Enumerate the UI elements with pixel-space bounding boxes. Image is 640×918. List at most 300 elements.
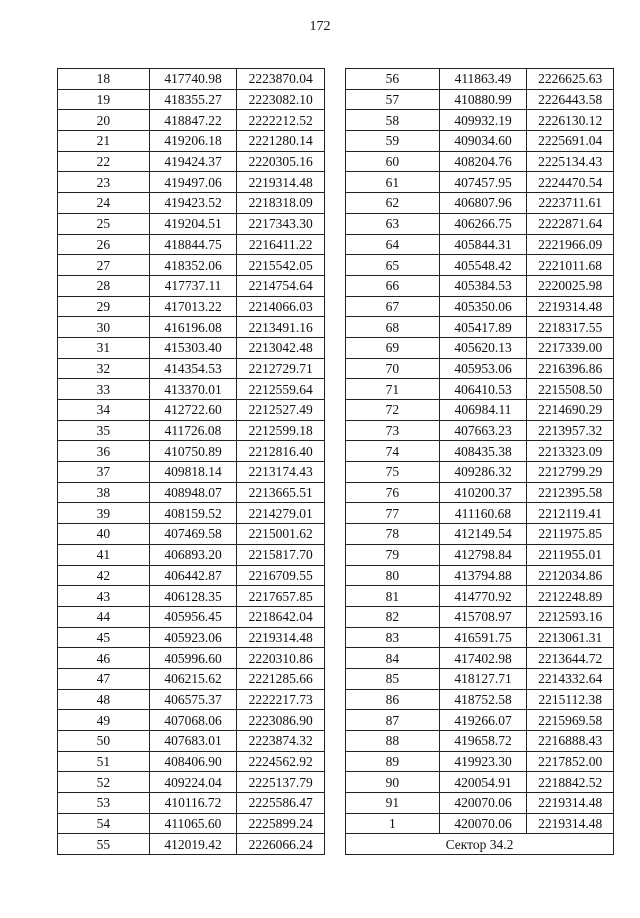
x-coordinate-cell: 420054.91 [439,772,527,793]
y-coordinate-cell: 2213061.31 [527,627,614,648]
y-coordinate-cell: 2214690.29 [527,400,614,421]
point-number-cell: 49 [58,710,150,731]
x-coordinate-cell: 418127.71 [439,668,527,689]
x-coordinate-cell: 409034.60 [439,131,527,152]
table-row [58,668,325,689]
point-number-cell: 47 [58,668,150,689]
point-number-cell: 50 [58,731,150,752]
table-row [58,503,325,524]
y-coordinate-cell: 2213644.72 [527,648,614,669]
point-number-cell: 31 [58,337,150,358]
x-coordinate-cell: 418844.75 [149,234,237,255]
x-coordinate-cell: 413370.01 [149,379,237,400]
x-coordinate-cell: 419424.37 [149,151,237,172]
point-number-cell: 20 [58,110,150,131]
x-coordinate-cell: 418752.58 [439,689,527,710]
y-coordinate-cell: 2213665.51 [237,482,325,503]
coordinates-table-right [345,68,614,855]
point-number-cell: 52 [58,772,150,793]
x-coordinate-cell: 405384.53 [439,275,527,296]
y-coordinate-cell: 2224470.54 [527,172,614,193]
x-coordinate-cell: 419206.18 [149,131,237,152]
x-coordinate-cell: 420070.06 [439,813,527,834]
point-number-cell: 40 [58,524,150,545]
table-row [58,296,325,317]
point-number-cell: 75 [346,462,440,483]
x-coordinate-cell: 409286.32 [439,462,527,483]
y-coordinate-cell: 2220025.98 [527,275,614,296]
x-coordinate-cell: 414354.53 [149,358,237,379]
y-coordinate-cell: 2221280.14 [237,131,325,152]
x-coordinate-cell: 405350.06 [439,296,527,317]
y-coordinate-cell: 2222212.52 [237,110,325,131]
table-row [346,710,614,731]
table-row [58,275,325,296]
x-coordinate-cell: 414770.92 [439,586,527,607]
point-number-cell: 82 [346,606,440,627]
point-number-cell: 89 [346,751,440,772]
y-coordinate-cell: 2214066.03 [237,296,325,317]
y-coordinate-cell: 2217852.00 [527,751,614,772]
x-coordinate-cell: 407683.01 [149,731,237,752]
table-row [58,813,325,834]
y-coordinate-cell: 2214754.64 [237,275,325,296]
point-number-cell: 84 [346,648,440,669]
x-coordinate-cell: 405956.45 [149,606,237,627]
x-coordinate-cell: 409818.14 [149,462,237,483]
point-number-cell: 83 [346,627,440,648]
y-coordinate-cell: 2212559.64 [237,379,325,400]
x-coordinate-cell: 410750.89 [149,441,237,462]
y-coordinate-cell: 2213174.43 [237,462,325,483]
table-row [58,524,325,545]
x-coordinate-cell: 406893.20 [149,544,237,565]
point-number-cell: 67 [346,296,440,317]
x-coordinate-cell: 419923.30 [439,751,527,772]
x-coordinate-cell: 408204.76 [439,151,527,172]
table-row [346,793,614,814]
point-number-cell: 69 [346,337,440,358]
table-row [58,606,325,627]
point-number-cell: 18 [58,69,150,90]
point-number-cell: 32 [58,358,150,379]
y-coordinate-cell: 2218318.09 [237,193,325,214]
point-number-cell: 78 [346,524,440,545]
x-coordinate-cell: 405996.60 [149,648,237,669]
x-coordinate-cell: 406575.37 [149,689,237,710]
x-coordinate-cell: 413794.88 [439,565,527,586]
y-coordinate-cell: 2223086.90 [237,710,325,731]
y-coordinate-cell: 2225899.24 [237,813,325,834]
point-number-cell: 48 [58,689,150,710]
y-coordinate-cell: 2221285.66 [237,668,325,689]
table-row [58,772,325,793]
y-coordinate-cell: 2215508.50 [527,379,614,400]
y-coordinate-cell: 2212729.71 [237,358,325,379]
point-number-cell: 19 [58,89,150,110]
table-row [346,172,614,193]
point-number-cell: 61 [346,172,440,193]
x-coordinate-cell: 418352.06 [149,255,237,276]
point-number-cell: 66 [346,275,440,296]
point-number-cell: 68 [346,317,440,338]
point-number-cell: 21 [58,131,150,152]
point-number-cell: 74 [346,441,440,462]
x-coordinate-cell: 420070.06 [439,793,527,814]
x-coordinate-cell: 406807.96 [439,193,527,214]
table-row [346,234,614,255]
table-row [346,668,614,689]
point-number-cell: 28 [58,275,150,296]
point-number-cell: 27 [58,255,150,276]
x-coordinate-cell: 405548.42 [439,255,527,276]
table-row [58,793,325,814]
point-number-cell: 76 [346,482,440,503]
y-coordinate-cell: 2212119.41 [527,503,614,524]
point-number-cell: 29 [58,296,150,317]
y-coordinate-cell: 2225586.47 [237,793,325,814]
y-coordinate-cell: 2226130.12 [527,110,614,131]
x-coordinate-cell: 411863.49 [439,69,527,90]
x-coordinate-cell: 419658.72 [439,731,527,752]
point-number-cell: 26 [58,234,150,255]
table-row [58,358,325,379]
y-coordinate-cell: 2224562.92 [237,751,325,772]
y-coordinate-cell: 2217657.85 [237,586,325,607]
point-number-cell: 44 [58,606,150,627]
x-coordinate-cell: 417402.98 [439,648,527,669]
x-coordinate-cell: 412722.60 [149,400,237,421]
x-coordinate-cell: 412149.54 [439,524,527,545]
y-coordinate-cell: 2213323.09 [527,441,614,462]
y-coordinate-cell: 2212527.49 [237,400,325,421]
table-row [58,400,325,421]
point-number-cell: 71 [346,379,440,400]
table-row [346,213,614,234]
table-row [346,441,614,462]
y-coordinate-cell: 2221966.09 [527,234,614,255]
x-coordinate-cell: 419497.06 [149,172,237,193]
point-number-cell: 87 [346,710,440,731]
y-coordinate-cell: 2214332.64 [527,668,614,689]
y-coordinate-cell: 2226443.58 [527,89,614,110]
table-row [346,544,614,565]
point-number-cell: 23 [58,172,150,193]
x-coordinate-cell: 410200.37 [439,482,527,503]
table-row [346,358,614,379]
y-coordinate-cell: 2215112.38 [527,689,614,710]
point-number-cell: 37 [58,462,150,483]
table-row [58,751,325,772]
table-row [346,503,614,524]
point-number-cell: 51 [58,751,150,772]
y-coordinate-cell: 2215001.62 [237,524,325,545]
point-number-cell: 62 [346,193,440,214]
x-coordinate-cell: 418355.27 [149,89,237,110]
x-coordinate-cell: 406266.75 [439,213,527,234]
point-number-cell: 64 [346,234,440,255]
point-number-cell: 34 [58,400,150,421]
y-coordinate-cell: 2225134.43 [527,151,614,172]
y-coordinate-cell: 2213491.16 [237,317,325,338]
table-row [346,193,614,214]
x-coordinate-cell: 408159.52 [149,503,237,524]
point-number-cell: 91 [346,793,440,814]
x-coordinate-cell: 419423.52 [149,193,237,214]
x-coordinate-cell: 419266.07 [439,710,527,731]
x-coordinate-cell: 417013.22 [149,296,237,317]
table-row [346,275,614,296]
point-number-cell: 24 [58,193,150,214]
x-coordinate-cell: 418847.22 [149,110,237,131]
y-coordinate-cell: 2218842.52 [527,772,614,793]
table-row [346,462,614,483]
table-row [346,69,614,90]
x-coordinate-cell: 407068.06 [149,710,237,731]
point-number-cell: 90 [346,772,440,793]
table-row [58,110,325,131]
y-coordinate-cell: 2217343.30 [237,213,325,234]
point-number-cell: 81 [346,586,440,607]
x-coordinate-cell: 412019.42 [149,834,237,855]
point-number-cell: 80 [346,565,440,586]
table-row [58,420,325,441]
table-row [346,689,614,710]
y-coordinate-cell: 2219314.48 [237,627,325,648]
table-row [346,337,614,358]
point-number-cell: 88 [346,731,440,752]
table-row [58,337,325,358]
x-coordinate-cell: 408435.38 [439,441,527,462]
point-number-cell: 1 [346,813,440,834]
point-number-cell: 77 [346,503,440,524]
table-row [58,131,325,152]
point-number-cell: 46 [58,648,150,669]
point-number-cell: 86 [346,689,440,710]
table-row [346,317,614,338]
table-row [346,524,614,545]
point-number-cell: 70 [346,358,440,379]
table-row [58,731,325,752]
table-row [58,462,325,483]
table-row [346,627,614,648]
y-coordinate-cell: 2219314.48 [527,296,614,317]
table-row [346,586,614,607]
point-number-cell: 22 [58,151,150,172]
y-coordinate-cell: 2216396.86 [527,358,614,379]
point-number-cell: 73 [346,420,440,441]
point-number-cell: 72 [346,400,440,421]
y-coordinate-cell: 2217339.00 [527,337,614,358]
table-row [346,131,614,152]
x-coordinate-cell: 406442.87 [149,565,237,586]
point-number-cell: 57 [346,89,440,110]
point-number-cell: 58 [346,110,440,131]
x-coordinate-cell: 415708.97 [439,606,527,627]
x-coordinate-cell: 405953.06 [439,358,527,379]
y-coordinate-cell: 2212395.58 [527,482,614,503]
x-coordinate-cell: 408948.07 [149,482,237,503]
y-coordinate-cell: 2223874.32 [237,731,325,752]
point-number-cell: 33 [58,379,150,400]
coordinates-table-left [57,68,325,855]
table-row [58,151,325,172]
table-row [58,648,325,669]
x-coordinate-cell: 415303.40 [149,337,237,358]
x-coordinate-cell: 407457.95 [439,172,527,193]
point-number-cell: 43 [58,586,150,607]
table-row [58,482,325,503]
x-coordinate-cell: 411065.60 [149,813,237,834]
point-number-cell: 36 [58,441,150,462]
x-coordinate-cell: 417740.98 [149,69,237,90]
x-coordinate-cell: 406128.35 [149,586,237,607]
x-coordinate-cell: 406215.62 [149,668,237,689]
x-coordinate-cell: 407469.58 [149,524,237,545]
point-number-cell: 60 [346,151,440,172]
table-row [346,606,614,627]
table-row [58,193,325,214]
y-coordinate-cell: 2225691.04 [527,131,614,152]
y-coordinate-cell: 2218642.04 [237,606,325,627]
table-row [346,420,614,441]
point-number-cell: 41 [58,544,150,565]
y-coordinate-cell: 2212816.40 [237,441,325,462]
y-coordinate-cell: 2212248.89 [527,586,614,607]
x-coordinate-cell: 405620.13 [439,337,527,358]
y-coordinate-cell: 2213042.48 [237,337,325,358]
y-coordinate-cell: 2223711.61 [527,193,614,214]
y-coordinate-cell: 2221011.68 [527,255,614,276]
y-coordinate-cell: 2216888.43 [527,731,614,752]
point-number-cell: 38 [58,482,150,503]
x-coordinate-cell: 409932.19 [439,110,527,131]
y-coordinate-cell: 2212034.86 [527,565,614,586]
y-coordinate-cell: 2226066.24 [237,834,325,855]
y-coordinate-cell: 2212599.18 [237,420,325,441]
table-footer-row [346,834,614,855]
x-coordinate-cell: 409224.04 [149,772,237,793]
table-row [58,172,325,193]
point-number-cell: 35 [58,420,150,441]
y-coordinate-cell: 2220305.16 [237,151,325,172]
y-coordinate-cell: 2223082.10 [237,89,325,110]
x-coordinate-cell: 411160.68 [439,503,527,524]
page-number: 172 [309,19,331,34]
x-coordinate-cell: 408406.90 [149,751,237,772]
y-coordinate-cell: 2222217.73 [237,689,325,710]
y-coordinate-cell: 2213957.32 [527,420,614,441]
x-coordinate-cell: 406984.11 [439,400,527,421]
x-coordinate-cell: 416196.08 [149,317,237,338]
y-coordinate-cell: 2220310.86 [237,648,325,669]
y-coordinate-cell: 2214279.01 [237,503,325,524]
table-row [58,379,325,400]
table-row [58,89,325,110]
y-coordinate-cell: 2223870.04 [237,69,325,90]
y-coordinate-cell: 2216411.22 [237,234,325,255]
y-coordinate-cell: 2216709.55 [237,565,325,586]
table-row [58,565,325,586]
y-coordinate-cell: 2222871.64 [527,213,614,234]
x-coordinate-cell: 410116.72 [149,793,237,814]
table-row [346,296,614,317]
table-row [346,813,614,834]
table-row [58,317,325,338]
table-row [58,69,325,90]
table-row [346,379,614,400]
x-coordinate-cell: 411726.08 [149,420,237,441]
point-number-cell: 39 [58,503,150,524]
table-row [58,441,325,462]
table-row [58,586,325,607]
table-row [346,110,614,131]
point-number-cell: 53 [58,793,150,814]
y-coordinate-cell: 2215969.58 [527,710,614,731]
sector-label: Сектор 34.2 [346,834,614,855]
table-row [346,772,614,793]
x-coordinate-cell: 416591.75 [439,627,527,648]
y-coordinate-cell: 2211975.85 [527,524,614,545]
point-number-cell: 30 [58,317,150,338]
table-row [346,255,614,276]
x-coordinate-cell: 412798.84 [439,544,527,565]
table-row [58,544,325,565]
table-row [346,482,614,503]
point-number-cell: 55 [58,834,150,855]
point-number-cell: 63 [346,213,440,234]
table-row [58,627,325,648]
table-row [58,710,325,731]
y-coordinate-cell: 2219314.48 [527,813,614,834]
table-row [346,751,614,772]
point-number-cell: 65 [346,255,440,276]
y-coordinate-cell: 2218317.55 [527,317,614,338]
table-row [346,89,614,110]
table-row [58,234,325,255]
x-coordinate-cell: 405417.89 [439,317,527,338]
y-coordinate-cell: 2225137.79 [237,772,325,793]
point-number-cell: 45 [58,627,150,648]
y-coordinate-cell: 2215542.05 [237,255,325,276]
y-coordinate-cell: 2211955.01 [527,544,614,565]
y-coordinate-cell: 2219314.48 [527,793,614,814]
point-number-cell: 85 [346,668,440,689]
x-coordinate-cell: 406410.53 [439,379,527,400]
y-coordinate-cell: 2212799.29 [527,462,614,483]
point-number-cell: 79 [346,544,440,565]
table-row [346,731,614,752]
table-row [58,213,325,234]
x-coordinate-cell: 410880.99 [439,89,527,110]
table-row [58,689,325,710]
y-coordinate-cell: 2215817.70 [237,544,325,565]
table-row [58,255,325,276]
x-coordinate-cell: 407663.23 [439,420,527,441]
point-number-cell: 56 [346,69,440,90]
table-row [346,151,614,172]
point-number-cell: 42 [58,565,150,586]
point-number-cell: 25 [58,213,150,234]
table-row [58,834,325,855]
point-number-cell: 59 [346,131,440,152]
x-coordinate-cell: 405923.06 [149,627,237,648]
x-coordinate-cell: 419204.51 [149,213,237,234]
x-coordinate-cell: 417737.11 [149,275,237,296]
table-row [346,400,614,421]
table-row [346,648,614,669]
table-row [346,565,614,586]
